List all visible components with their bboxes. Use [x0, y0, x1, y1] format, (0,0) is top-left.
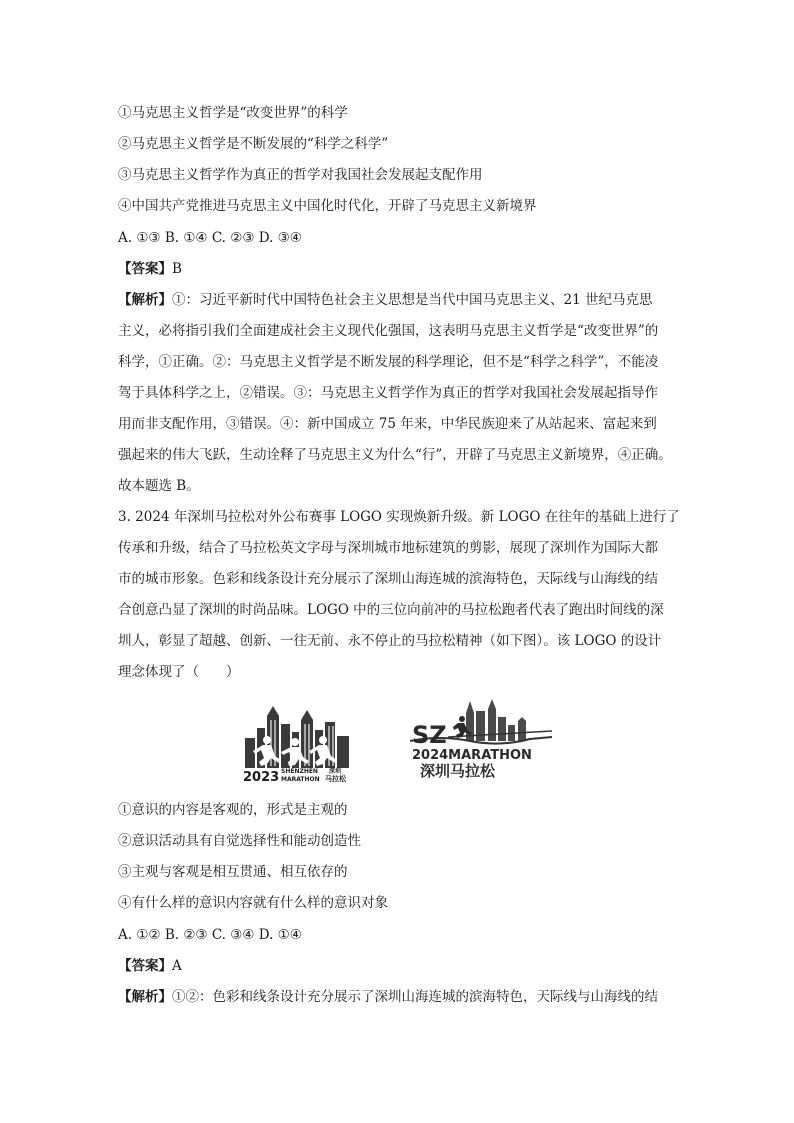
- q2-option-2: ②马克思主义哲学是不断发展的“科学之科学”: [118, 136, 389, 152]
- q2-answer: [118, 260, 182, 278]
- logo-2023-year: 2023: [243, 770, 280, 785]
- q2-analysis: [118, 285, 676, 502]
- answer-label: 【答案】: [118, 958, 172, 974]
- answer-value: B: [172, 261, 182, 277]
- analysis-row: [118, 285, 676, 316]
- logo-2024-image: [410, 697, 552, 779]
- analysis-text: ①②：色彩和线条设计充分展示了深圳山海连城的滨海特色，天际线与山海线的结: [172, 989, 658, 1005]
- logo-2023-graphic: [237, 700, 359, 785]
- q3-option-2: ②意识活动具有自觉选择性和能动创造性: [118, 833, 361, 849]
- logo-2023-cn-top: 深圳: [329, 768, 342, 775]
- stem-row: 传承和升级，结合了马拉松英文字母与深圳城市地标建筑的剪影，展现了深圳作为国际大都: [118, 540, 658, 556]
- q3-choices: A. ①② B. ②③ C. ③④ D. ①④: [118, 927, 302, 943]
- q3-answer: [118, 957, 182, 975]
- logo-2023-cn: 马拉松: [325, 775, 346, 783]
- analysis-row: 强起来的伟大飞跃，生动诠释了马克思主义为什么“行”，开辟了马克思主义新境界，④正确。: [118, 447, 672, 463]
- stem-row: 理念体现了（ ）: [118, 664, 240, 680]
- logo-2023-en: SHENZHEN: [281, 768, 318, 775]
- analysis-row: 科学，①正确。②：马克思主义哲学是不断发展的科学理论，但不是“科学之科学”，不能凌: [118, 354, 659, 370]
- q3-option-1: ①意识的内容是客观的，形式是主观的: [118, 802, 348, 818]
- logo-2023-image: [237, 700, 359, 785]
- logo-2024-en: 2024MARATHON: [412, 748, 532, 763]
- q2-choices: A. ①③ B. ①④ C. ②③ D. ③④: [118, 230, 302, 246]
- q2-option-4: ④中国共产党推进马克思主义中国化时代化，开辟了马克思主义新境界: [118, 198, 537, 214]
- logo-2023-en2: MARATHON: [281, 776, 320, 783]
- analysis-row: 用而非支配作用，③错误。④：新中国成立 75 年来，中华民族迎来了从站起来、富起来到: [118, 416, 657, 432]
- stem-row: 合创意凸显了深圳的时尚品味。LOGO 中的三位向前冲的马拉松跑者代表了跑出时间线的深: [118, 602, 664, 618]
- q3-option-4: ④有什么样的意识内容就有什么样的意识对象: [118, 895, 388, 911]
- stem-row: 市的城市形象。色彩和线条设计充分展示了深圳山海连城的滨海特色，天际线与山海线的结: [118, 571, 658, 587]
- analysis-label: 【解析】: [118, 292, 172, 308]
- q3-option-3: ③主观与客观是相互贯通、相互依存的: [118, 864, 348, 880]
- stem-row: 3. 2024 年深圳马拉松对外公布赛事 LOGO 实现焕新升级。新 LOGO 在往年的基础上进行了: [118, 509, 680, 525]
- q3-analysis: [118, 982, 676, 1013]
- logo-2024-graphic: [410, 697, 552, 779]
- analysis-label: 【解析】: [118, 989, 172, 1005]
- analysis-row: 驾于具体科学之上，②错误。③：马克思主义哲学作为真正的哲学对我国社会发展起指导作: [118, 385, 658, 401]
- answer-label: 【答案】: [118, 261, 172, 277]
- q2-option-1: ①马克思主义哲学是“改变世界”的科学: [118, 105, 348, 121]
- answer-value: A: [172, 958, 182, 974]
- runners-2023: [253, 736, 337, 766]
- analysis-row: 故本题选 B。: [118, 478, 200, 494]
- analysis-row: 主义，必将指引我们全面建成社会主义现代化强国，这表明马克思主义哲学是“改变世界”的: [118, 323, 659, 339]
- logo-2024-sz: SZ: [412, 721, 447, 749]
- q2-option-3: ③马克思主义哲学作为真正的哲学对我国社会发展起支配作用: [118, 167, 483, 183]
- analysis-text: ①：习近平新时代中国特色社会主义思想是当代中国马克思主义、21 世纪马克思: [172, 292, 653, 308]
- stem-row: 圳人，彰显了超越、创新、一往无前、永不停止的马拉松精神（如下图）。该 LOGO 的设计: [118, 633, 662, 649]
- q3-stem: [118, 502, 680, 688]
- analysis-row: [118, 982, 676, 1013]
- logo-2024-cn: 深圳马拉松: [420, 762, 496, 779]
